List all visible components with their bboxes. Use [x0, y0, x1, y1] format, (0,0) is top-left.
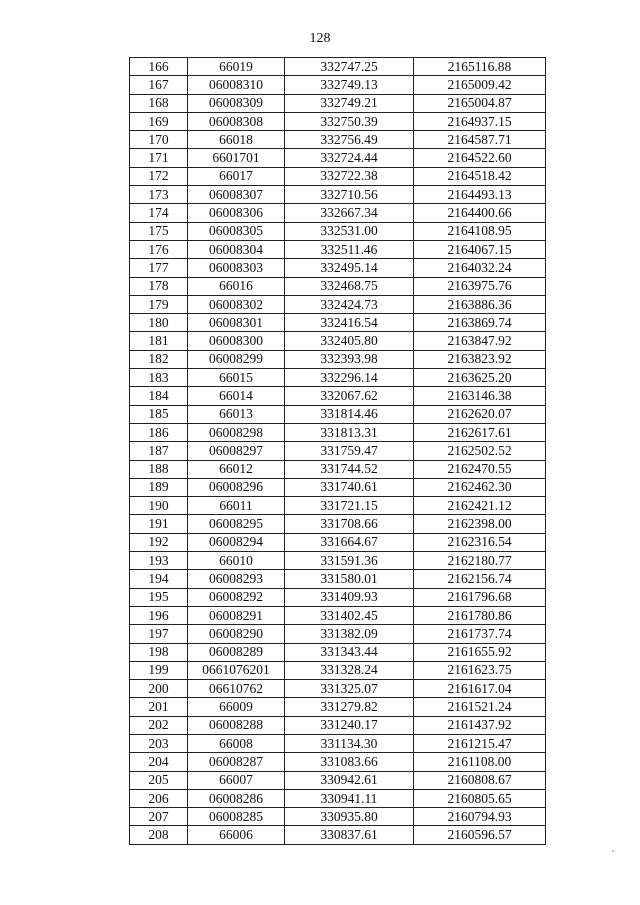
row-number-cell: 195: [130, 588, 188, 606]
point-id-cell: 06610762: [188, 680, 285, 698]
y-coordinate-cell: 2164108.95: [414, 222, 546, 240]
y-coordinate-cell: 2164032.24: [414, 259, 546, 277]
row-number-cell: 187: [130, 442, 188, 460]
row-number-cell: 199: [130, 661, 188, 679]
point-id-cell: 66010: [188, 552, 285, 570]
table-row: [130, 460, 546, 478]
row-number-cell: 175: [130, 222, 188, 240]
row-number-cell: 197: [130, 625, 188, 643]
table-row: [130, 789, 546, 807]
point-id-cell: 06008288: [188, 716, 285, 734]
table-row: [130, 277, 546, 295]
coordinates-table-body: [130, 58, 546, 845]
x-coordinate-cell: 331382.09: [285, 625, 414, 643]
point-id-cell: 06008296: [188, 478, 285, 496]
table-row: [130, 552, 546, 570]
x-coordinate-cell: 332722.38: [285, 167, 414, 185]
point-id-cell: 06008287: [188, 753, 285, 771]
x-coordinate-cell: 332749.21: [285, 94, 414, 112]
y-coordinate-cell: 2162470.55: [414, 460, 546, 478]
point-id-cell: 06008293: [188, 570, 285, 588]
y-coordinate-cell: 2161108.00: [414, 753, 546, 771]
point-id-cell: 06008307: [188, 186, 285, 204]
point-id-cell: 06008290: [188, 625, 285, 643]
x-coordinate-cell: 331813.31: [285, 423, 414, 441]
y-coordinate-cell: 2163886.36: [414, 295, 546, 313]
y-coordinate-cell: 2164400.66: [414, 204, 546, 222]
row-number-cell: 188: [130, 460, 188, 478]
x-coordinate-cell: 332749.13: [285, 76, 414, 94]
y-coordinate-cell: 2165009.42: [414, 76, 546, 94]
point-id-cell: 06008295: [188, 515, 285, 533]
x-coordinate-cell: 331591.36: [285, 552, 414, 570]
x-coordinate-cell: 332710.56: [285, 186, 414, 204]
row-number-cell: 204: [130, 753, 188, 771]
y-coordinate-cell: 2160794.93: [414, 808, 546, 826]
x-coordinate-cell: 331343.44: [285, 643, 414, 661]
row-number-cell: 169: [130, 112, 188, 130]
table-row: [130, 680, 546, 698]
point-id-cell: 66006: [188, 826, 285, 844]
table-row: [130, 826, 546, 844]
table-row: [130, 497, 546, 515]
y-coordinate-cell: 2165116.88: [414, 58, 546, 76]
table-row: [130, 332, 546, 350]
row-number-cell: 183: [130, 369, 188, 387]
x-coordinate-cell: 330942.61: [285, 771, 414, 789]
table-row: [130, 478, 546, 496]
point-id-cell: 66013: [188, 405, 285, 423]
row-number-cell: 196: [130, 606, 188, 624]
point-id-cell: 0661076201: [188, 661, 285, 679]
row-number-cell: 167: [130, 76, 188, 94]
y-coordinate-cell: 2162462.30: [414, 478, 546, 496]
page-number: 128: [309, 31, 331, 46]
row-number-cell: 182: [130, 350, 188, 368]
table-row: [130, 204, 546, 222]
point-id-cell: 66009: [188, 698, 285, 716]
row-number-cell: 186: [130, 423, 188, 441]
point-id-cell: 06008299: [188, 350, 285, 368]
row-number-cell: 202: [130, 716, 188, 734]
row-number-cell: 198: [130, 643, 188, 661]
table-row: [130, 405, 546, 423]
x-coordinate-cell: 331083.66: [285, 753, 414, 771]
point-id-cell: 06008291: [188, 606, 285, 624]
scan-speck: [612, 850, 614, 852]
table-row: [130, 259, 546, 277]
y-coordinate-cell: 2161780.86: [414, 606, 546, 624]
point-id-cell: 66007: [188, 771, 285, 789]
y-coordinate-cell: 2161521.24: [414, 698, 546, 716]
table-row: [130, 240, 546, 258]
x-coordinate-cell: 331740.61: [285, 478, 414, 496]
table-row: [130, 222, 546, 240]
y-coordinate-cell: 2160808.67: [414, 771, 546, 789]
y-coordinate-cell: 2164937.15: [414, 112, 546, 130]
row-number-cell: 172: [130, 167, 188, 185]
table-row: [130, 94, 546, 112]
y-coordinate-cell: 2160596.57: [414, 826, 546, 844]
y-coordinate-cell: 2161215.47: [414, 734, 546, 752]
y-coordinate-cell: 2163625.20: [414, 369, 546, 387]
y-coordinate-cell: 2161623.75: [414, 661, 546, 679]
row-number-cell: 205: [130, 771, 188, 789]
row-number-cell: 178: [130, 277, 188, 295]
x-coordinate-cell: 331325.07: [285, 680, 414, 698]
table-row: [130, 753, 546, 771]
row-number-cell: 207: [130, 808, 188, 826]
point-id-cell: 06008302: [188, 295, 285, 313]
row-number-cell: 190: [130, 497, 188, 515]
point-id-cell: 6601701: [188, 149, 285, 167]
row-number-cell: 192: [130, 533, 188, 551]
table-row: [130, 588, 546, 606]
row-number-cell: 189: [130, 478, 188, 496]
y-coordinate-cell: 2161737.74: [414, 625, 546, 643]
x-coordinate-cell: 332531.00: [285, 222, 414, 240]
point-id-cell: 06008298: [188, 423, 285, 441]
x-coordinate-cell: 331279.82: [285, 698, 414, 716]
row-number-cell: 166: [130, 58, 188, 76]
table-row: [130, 716, 546, 734]
row-number-cell: 184: [130, 387, 188, 405]
point-id-cell: 66015: [188, 369, 285, 387]
row-number-cell: 173: [130, 186, 188, 204]
point-id-cell: 06008289: [188, 643, 285, 661]
y-coordinate-cell: 2160805.65: [414, 789, 546, 807]
y-coordinate-cell: 2165004.87: [414, 94, 546, 112]
x-coordinate-cell: 332416.54: [285, 314, 414, 332]
point-id-cell: 06008306: [188, 204, 285, 222]
x-coordinate-cell: 332424.73: [285, 295, 414, 313]
table-row: [130, 698, 546, 716]
y-coordinate-cell: 2164587.71: [414, 131, 546, 149]
point-id-cell: 06008304: [188, 240, 285, 258]
x-coordinate-cell: 332393.98: [285, 350, 414, 368]
x-coordinate-cell: 331134.30: [285, 734, 414, 752]
row-number-cell: 168: [130, 94, 188, 112]
x-coordinate-cell: 332296.14: [285, 369, 414, 387]
y-coordinate-cell: 2163869.74: [414, 314, 546, 332]
row-number-cell: 170: [130, 131, 188, 149]
table-row: [130, 515, 546, 533]
x-coordinate-cell: 332495.14: [285, 259, 414, 277]
table-row: [130, 661, 546, 679]
row-number-cell: 181: [130, 332, 188, 350]
table-row: [130, 606, 546, 624]
row-number-cell: 200: [130, 680, 188, 698]
table-row: [130, 643, 546, 661]
x-coordinate-cell: 331580.01: [285, 570, 414, 588]
y-coordinate-cell: 2164518.42: [414, 167, 546, 185]
x-coordinate-cell: 331328.24: [285, 661, 414, 679]
point-id-cell: 66018: [188, 131, 285, 149]
table-row: [130, 58, 546, 76]
point-id-cell: 06008310: [188, 76, 285, 94]
x-coordinate-cell: 331664.67: [285, 533, 414, 551]
y-coordinate-cell: 2163823.92: [414, 350, 546, 368]
table-row: [130, 295, 546, 313]
point-id-cell: 66011: [188, 497, 285, 515]
table-row: [130, 771, 546, 789]
y-coordinate-cell: 2164522.60: [414, 149, 546, 167]
table-row: [130, 314, 546, 332]
row-number-cell: 176: [130, 240, 188, 258]
x-coordinate-cell: 332468.75: [285, 277, 414, 295]
y-coordinate-cell: 2163146.38: [414, 387, 546, 405]
row-number-cell: 174: [130, 204, 188, 222]
x-coordinate-cell: 331759.47: [285, 442, 414, 460]
y-coordinate-cell: 2162156.74: [414, 570, 546, 588]
row-number-cell: 208: [130, 826, 188, 844]
point-id-cell: 06008309: [188, 94, 285, 112]
point-id-cell: 06008303: [188, 259, 285, 277]
point-id-cell: 66014: [188, 387, 285, 405]
y-coordinate-cell: 2164493.13: [414, 186, 546, 204]
point-id-cell: 66008: [188, 734, 285, 752]
y-coordinate-cell: 2163847.92: [414, 332, 546, 350]
x-coordinate-cell: 331814.46: [285, 405, 414, 423]
x-coordinate-cell: 332750.39: [285, 112, 414, 130]
x-coordinate-cell: 332747.25: [285, 58, 414, 76]
point-id-cell: 06008301: [188, 314, 285, 332]
y-coordinate-cell: 2164067.15: [414, 240, 546, 258]
point-id-cell: 66012: [188, 460, 285, 478]
row-number-cell: 206: [130, 789, 188, 807]
table-row: [130, 167, 546, 185]
point-id-cell: 66016: [188, 277, 285, 295]
table-row: [130, 149, 546, 167]
table-row: [130, 112, 546, 130]
row-number-cell: 185: [130, 405, 188, 423]
point-id-cell: 66019: [188, 58, 285, 76]
table-row: [130, 533, 546, 551]
coordinates-table: [129, 57, 546, 845]
point-id-cell: 06008294: [188, 533, 285, 551]
y-coordinate-cell: 2161655.92: [414, 643, 546, 661]
table-row: [130, 423, 546, 441]
table-row: [130, 76, 546, 94]
x-coordinate-cell: 332405.80: [285, 332, 414, 350]
y-coordinate-cell: 2163975.76: [414, 277, 546, 295]
row-number-cell: 201: [130, 698, 188, 716]
y-coordinate-cell: 2162398.00: [414, 515, 546, 533]
x-coordinate-cell: 330837.61: [285, 826, 414, 844]
table-row: [130, 387, 546, 405]
row-number-cell: 179: [130, 295, 188, 313]
table-row: [130, 734, 546, 752]
y-coordinate-cell: 2161617.04: [414, 680, 546, 698]
row-number-cell: 193: [130, 552, 188, 570]
point-id-cell: 06008285: [188, 808, 285, 826]
y-coordinate-cell: 2162620.07: [414, 405, 546, 423]
x-coordinate-cell: 332667.34: [285, 204, 414, 222]
row-number-cell: 180: [130, 314, 188, 332]
x-coordinate-cell: 330941.11: [285, 789, 414, 807]
x-coordinate-cell: 331409.93: [285, 588, 414, 606]
x-coordinate-cell: 331721.15: [285, 497, 414, 515]
point-id-cell: 06008292: [188, 588, 285, 606]
point-id-cell: 06008300: [188, 332, 285, 350]
table-row: [130, 625, 546, 643]
point-id-cell: 06008286: [188, 789, 285, 807]
point-id-cell: 06008305: [188, 222, 285, 240]
y-coordinate-cell: 2162421.12: [414, 497, 546, 515]
y-coordinate-cell: 2161437.92: [414, 716, 546, 734]
y-coordinate-cell: 2162502.52: [414, 442, 546, 460]
row-number-cell: 191: [130, 515, 188, 533]
point-id-cell: 06008308: [188, 112, 285, 130]
x-coordinate-cell: 331240.17: [285, 716, 414, 734]
table-row: [130, 442, 546, 460]
point-id-cell: 66017: [188, 167, 285, 185]
x-coordinate-cell: 332511.46: [285, 240, 414, 258]
table-row: [130, 186, 546, 204]
x-coordinate-cell: 331402.45: [285, 606, 414, 624]
table-row: [130, 131, 546, 149]
x-coordinate-cell: 332756.49: [285, 131, 414, 149]
x-coordinate-cell: 332067.62: [285, 387, 414, 405]
y-coordinate-cell: 2161796.68: [414, 588, 546, 606]
table-row: [130, 570, 546, 588]
row-number-cell: 177: [130, 259, 188, 277]
point-id-cell: 06008297: [188, 442, 285, 460]
table-row: [130, 369, 546, 387]
y-coordinate-cell: 2162180.77: [414, 552, 546, 570]
table-row: [130, 350, 546, 368]
y-coordinate-cell: 2162617.61: [414, 423, 546, 441]
row-number-cell: 203: [130, 734, 188, 752]
x-coordinate-cell: 330935.80: [285, 808, 414, 826]
row-number-cell: 194: [130, 570, 188, 588]
y-coordinate-cell: 2162316.54: [414, 533, 546, 551]
table-row: [130, 808, 546, 826]
x-coordinate-cell: 331708.66: [285, 515, 414, 533]
row-number-cell: 171: [130, 149, 188, 167]
x-coordinate-cell: 331744.52: [285, 460, 414, 478]
x-coordinate-cell: 332724.44: [285, 149, 414, 167]
